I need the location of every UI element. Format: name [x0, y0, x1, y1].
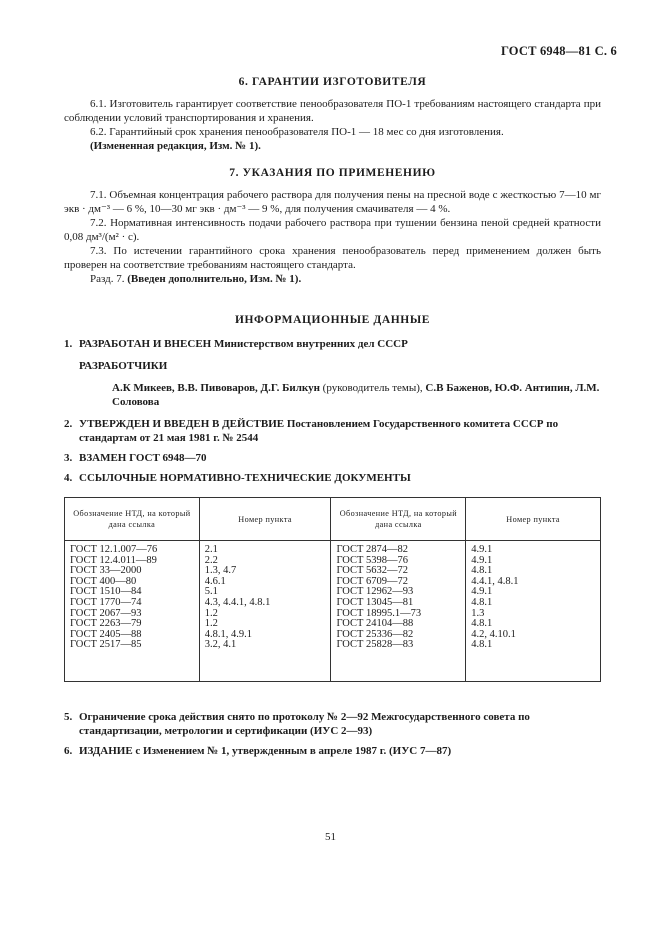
col-header-doc: Обозначение НТД, на который дана ссылка — [65, 498, 200, 541]
table-cell-doc: ГОСТ 6709—72 — [331, 577, 466, 588]
table-cell-clause: 1.3, 4.7 — [199, 566, 331, 577]
developers-heading: РАЗРАБОТЧИКИ — [79, 360, 168, 372]
info-item-6: 6. ИЗДАНИЕ с Изменением № 1, утвержденным в апреле 1987 г. (ИУС 7—87) — [64, 744, 452, 757]
table-cell-doc: ГОСТ 2405—88 — [65, 630, 200, 641]
info-title: ИНФОРМАЦИОННЫЕ ДАННЫЕ — [234, 314, 431, 326]
table-cell-doc: ГОСТ 13045—81 — [331, 598, 466, 609]
info-item-5: 5. Ограничение срока действия снято по протоколу № 2—92 Межгосударственного совета по стандартизации, метрологии и сертификации (ИУС 2—93) — [64, 710, 530, 737]
table-header-row — [65, 498, 601, 541]
table-cell-clause: 4.8.1 — [466, 640, 601, 681]
table-row — [65, 609, 601, 620]
developers-names: А.К Микеев, В.В. Пивоваров, Д.Г. Билкун (руководитель темы), С.В Баженов, Ю.Ф. Антипин, Л.М. Соловова — [112, 382, 600, 408]
table-row — [65, 541, 601, 556]
table-cell-clause: 4.8.1 — [466, 619, 601, 630]
info-item-3: 3. ВЗАМЕН ГОСТ 6948—70 — [64, 452, 207, 464]
table-cell-clause: 4.2, 4.10.1 — [466, 630, 601, 641]
table-row — [65, 556, 601, 567]
table-cell-doc: ГОСТ 2517—85 — [65, 640, 200, 681]
table-row — [65, 577, 601, 588]
info-item-4: 4. ССЫЛОЧНЫЕ НОРМАТИВНО-ТЕХНИЧЕСКИЕ ДОКУМЕНТЫ — [64, 472, 411, 484]
info-item-1: 1. РАЗРАБОТАН И ВНЕСЕН Министерством внутренних дел СССР — [64, 338, 408, 350]
table-row — [65, 640, 601, 681]
table-row — [65, 619, 601, 630]
info-item-2: 2. УТВЕРЖДЕН И ВВЕДЕН В ДЕЙСТВИЕ Постановлением Государственного комитета СССР по стандартам от 21 мая 1981 г. № 2544 — [64, 418, 559, 444]
col-header-clause: Номер пункта — [199, 498, 331, 541]
paragraph-7-note — [64, 272, 601, 286]
table-cell-clause: 4.3, 4.4.1, 4.8.1 — [199, 598, 331, 609]
table-cell-doc: ГОСТ 1770—74 — [65, 598, 200, 609]
amendment-note-6: (Измененная редакция, Изм. № 1). — [90, 140, 261, 152]
table-cell-clause: 4.8.1, 4.9.1 — [199, 630, 331, 641]
table-cell-clause: 4.9.1 — [466, 587, 601, 598]
page-header: ГОСТ 6948—81 С. 6 — [500, 44, 617, 58]
table-cell-doc: ГОСТ 400—80 — [65, 577, 200, 588]
table-cell-clause: 2.2 — [199, 556, 331, 567]
table-cell-doc: ГОСТ 5398—76 — [331, 556, 466, 567]
table-cell-clause: 3.2, 4.1 — [199, 640, 331, 681]
table-cell-doc: ГОСТ 12.4.011—89 — [65, 556, 200, 567]
table-cell-clause: 4.4.1, 4.8.1 — [466, 577, 601, 588]
table-body — [65, 541, 601, 682]
note-prefix: Разд. 7. — [90, 273, 125, 285]
table-cell-clause: 4.9.1 — [466, 556, 601, 567]
table-cell-doc: ГОСТ 12962—93 — [331, 587, 466, 598]
paragraph-7-3: 7.3. По истечении гарантийного срока хранения пенообразователь перед применением должен быть проверен на соответствие требованиям настоящего стандарта. — [64, 245, 601, 271]
table-cell-doc: ГОСТ 5632—72 — [331, 566, 466, 577]
paragraph-6-1: 6.1. Изготовитель гарантирует соответствие пенообразователя ПО-1 требованиям настоящего стандарта при соблюдении условий транспортирования и хранения. — [64, 98, 601, 124]
table-cell-clause: 1.3 — [466, 609, 601, 620]
table-cell-doc: ГОСТ 18995.1—73 — [331, 609, 466, 620]
paragraph-6-2: 6.2. Гарантийный срок хранения пенообразователя ПО-1 — 18 мес со дня изготовления. — [90, 126, 504, 138]
table-cell-clause: 4.8.1 — [466, 566, 601, 577]
section-6-title: 6. ГАРАНТИИ ИЗГОТОВИТЕЛЯ — [238, 76, 427, 88]
table-cell-doc: ГОСТ 24104—88 — [331, 619, 466, 630]
reference-table — [64, 497, 601, 682]
table-cell-clause: 1.2 — [199, 609, 331, 620]
table-cell-clause: 1.2 — [199, 619, 331, 630]
table-cell-doc: ГОСТ 1510—84 — [65, 587, 200, 598]
table-cell-doc: ГОСТ 33—2000 — [65, 566, 200, 577]
paragraph-7-2: 7.2. Нормативная интенсивность подачи рабочего раствора при тушении бензина пеной средней кратности 0,08 дм³/(м² · с). — [64, 217, 601, 243]
note-bold: (Введен дополнительно, Изм. № 1). — [127, 273, 302, 285]
table-row — [65, 598, 601, 609]
table-cell-doc: ГОСТ 25828—83 — [331, 640, 466, 681]
table-cell-clause: 4.8.1 — [466, 598, 601, 609]
page-number: 51 — [325, 831, 336, 843]
table-cell-clause: 2.1 — [199, 541, 331, 556]
table-cell-doc: ГОСТ 2263—79 — [65, 619, 200, 630]
col-header-clause: Номер пункта — [466, 498, 601, 541]
table-cell-clause: 5.1 — [199, 587, 331, 598]
table-row — [65, 587, 601, 598]
content — [64, 75, 601, 764]
table-cell-doc: ГОСТ 25336—82 — [331, 630, 466, 641]
table-cell-doc: ГОСТ 12.1.007—76 — [65, 541, 200, 556]
table-cell-clause: 4.9.1 — [466, 541, 601, 556]
table-cell-doc: ГОСТ 2874—82 — [331, 541, 466, 556]
table-row — [65, 630, 601, 641]
table-row — [65, 566, 601, 577]
table-cell-clause: 4.6.1 — [199, 577, 331, 588]
section-7-title: 7. УКАЗАНИЯ ПО ПРИМЕНЕНИЮ — [229, 167, 436, 179]
table-cell-doc: ГОСТ 2067—93 — [65, 609, 200, 620]
paragraph-7-1: 7.1. Объемная концентрация рабочего раствора для получения пены на пресной воде с жесткостью 7—10 мг экв · дм⁻³ — 6 %, 10—30 мг экв · дм⁻³ — 9 %, для получения смачивателя — 4 %. — [64, 189, 601, 215]
col-header-doc: Обозначение НТД, на который дана ссылка — [331, 498, 466, 541]
